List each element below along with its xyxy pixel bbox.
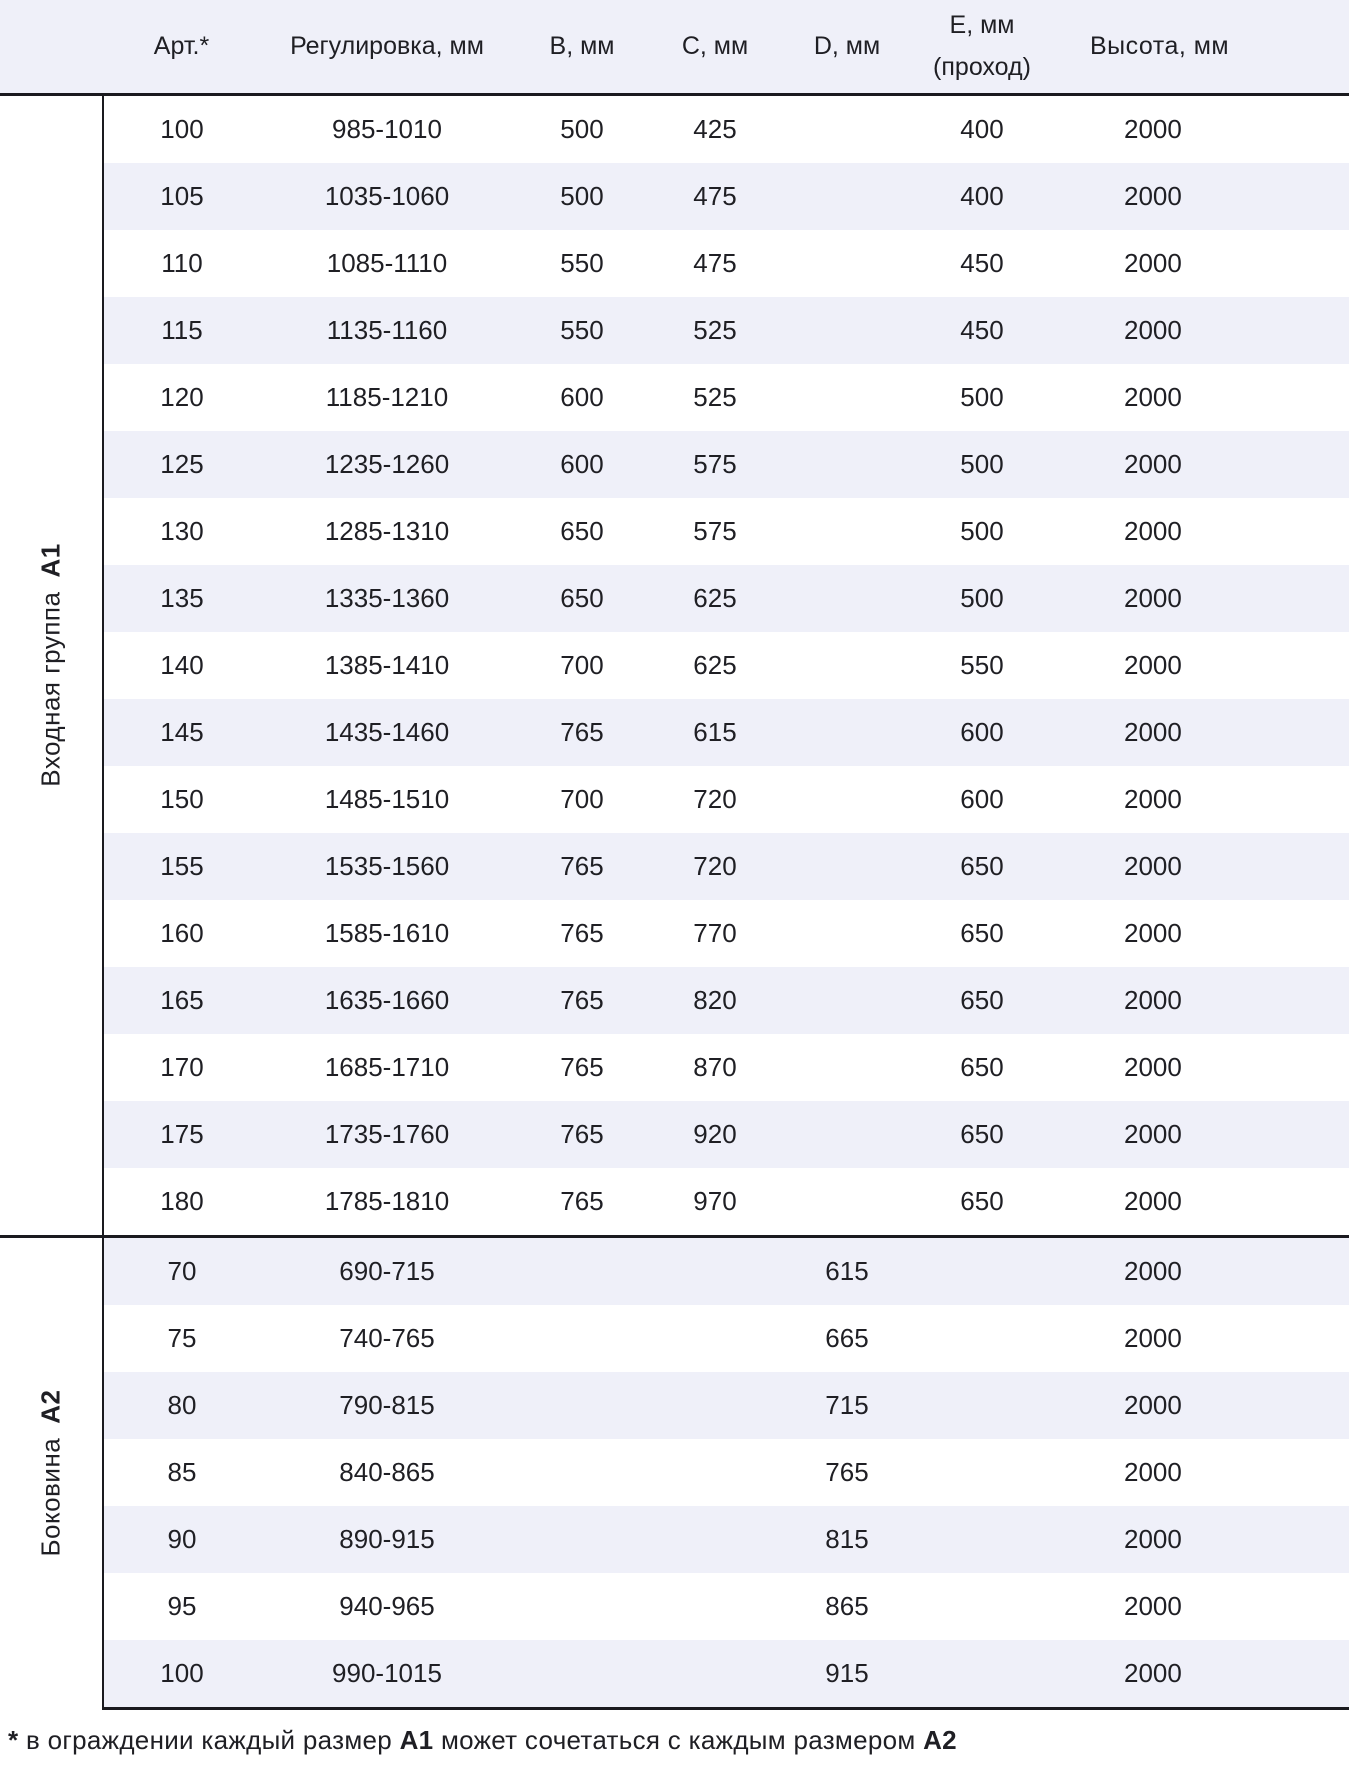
cell-c [650,1236,780,1305]
cell-e [914,1305,1050,1372]
cell-e: 600 [914,699,1050,766]
table-row [0,1506,1349,1573]
table-row [0,364,1349,431]
cell-regulation: 1335-1360 [260,565,514,632]
cell-c: 475 [650,230,780,297]
cell-b: 765 [514,900,650,967]
cell-art: 170 [103,1034,260,1101]
cell-regulation: 1585-1610 [260,900,514,967]
cell-b [514,1439,650,1506]
cell-height: 2000 [1050,565,1349,632]
cell-regulation: 1185-1210 [260,364,514,431]
cell-d [780,230,914,297]
cell-b: 700 [514,766,650,833]
cell-height: 2000 [1050,94,1349,163]
cell-e: 450 [914,230,1050,297]
cell-e [914,1640,1050,1709]
cell-d [780,699,914,766]
cell-d: 615 [780,1236,914,1305]
cell-e: 650 [914,967,1050,1034]
cell-d [780,1168,914,1237]
cell-b: 700 [514,632,650,699]
cell-e [914,1573,1050,1640]
table-row [0,1439,1349,1506]
header-e-line1: E, мм [949,11,1015,40]
cell-regulation: 940-965 [260,1573,514,1640]
table-row [0,1236,1349,1305]
cell-d [780,498,914,565]
cell-c [650,1506,780,1573]
cell-height: 2000 [1050,1573,1349,1640]
cell-c [650,1305,780,1372]
footnote [8,1725,957,1756]
header-c: C, мм [650,0,780,94]
header-height: Высота, мм [1050,0,1349,94]
cell-c: 475 [650,163,780,230]
cell-e: 650 [914,833,1050,900]
cell-b: 765 [514,1101,650,1168]
cell-height: 2000 [1050,230,1349,297]
group-a1-label-cell [0,94,103,1236]
cell-d: 665 [780,1305,914,1372]
footnote-code-a2: А2 [923,1725,957,1755]
cell-d [780,1101,914,1168]
header-b: B, мм [514,0,650,94]
group-a1-label [36,543,67,786]
footnote-code-a1: А1 [399,1725,434,1755]
cell-art: 125 [103,431,260,498]
cell-regulation: 740-765 [260,1305,514,1372]
cell-regulation: 840-865 [260,1439,514,1506]
table-row [0,699,1349,766]
cell-c: 615 [650,699,780,766]
cell-c [650,1372,780,1439]
cell-e: 450 [914,297,1050,364]
cell-b: 765 [514,833,650,900]
cell-regulation: 1285-1310 [260,498,514,565]
cell-c: 720 [650,833,780,900]
cell-art: 110 [103,230,260,297]
cell-height: 2000 [1050,1372,1349,1439]
cell-b: 765 [514,1034,650,1101]
cell-regulation: 1685-1710 [260,1034,514,1101]
header-art: Арт.* [103,0,260,94]
group-a2-label [36,1389,67,1556]
header-row [0,0,1349,94]
cell-c: 870 [650,1034,780,1101]
table-row [0,1573,1349,1640]
table-row [0,632,1349,699]
table-row [0,94,1349,163]
table-row [0,833,1349,900]
cell-art: 100 [103,1640,260,1709]
cell-height: 2000 [1050,431,1349,498]
cell-art: 145 [103,699,260,766]
cell-d [780,900,914,967]
header-group [0,0,103,94]
cell-b: 550 [514,297,650,364]
cell-c: 625 [650,632,780,699]
cell-e: 400 [914,94,1050,163]
cell-c: 525 [650,297,780,364]
cell-b [514,1305,650,1372]
cell-c: 575 [650,431,780,498]
cell-height: 2000 [1050,1034,1349,1101]
cell-art: 150 [103,766,260,833]
cell-height: 2000 [1050,632,1349,699]
cell-height: 2000 [1050,498,1349,565]
cell-d [780,431,914,498]
cell-regulation: 985-1010 [260,94,514,163]
group-a1-body [0,94,1349,1236]
cell-e: 500 [914,565,1050,632]
cell-b: 500 [514,163,650,230]
cell-d [780,632,914,699]
cell-art: 135 [103,565,260,632]
table-row [0,163,1349,230]
cell-d [780,833,914,900]
cell-e [914,1439,1050,1506]
cell-c: 920 [650,1101,780,1168]
cell-height: 2000 [1050,1640,1349,1709]
cell-height: 2000 [1050,364,1349,431]
cell-e: 650 [914,1034,1050,1101]
cell-regulation: 1535-1560 [260,833,514,900]
cell-art: 155 [103,833,260,900]
cell-regulation: 1435-1460 [260,699,514,766]
cell-c: 720 [650,766,780,833]
cell-regulation: 1735-1760 [260,1101,514,1168]
footnote-text-2: может сочетаться с каждым размером [433,1725,924,1755]
cell-height: 2000 [1050,1101,1349,1168]
cell-regulation: 690-715 [260,1236,514,1305]
cell-regulation: 1085-1110 [260,230,514,297]
cell-art: 75 [103,1305,260,1372]
cell-regulation: 1785-1810 [260,1168,514,1237]
cell-height: 2000 [1050,1168,1349,1237]
cell-d [780,297,914,364]
cell-height: 2000 [1050,967,1349,1034]
cell-height: 2000 [1050,766,1349,833]
cell-b: 500 [514,94,650,163]
cell-b: 600 [514,364,650,431]
footnote-text-1: в ограждении каждый размер [18,1725,400,1755]
group-label-code: А1 [35,543,66,578]
table-row [0,766,1349,833]
table-row [0,900,1349,967]
cell-art: 95 [103,1573,260,1640]
cell-c: 770 [650,900,780,967]
table-row [0,565,1349,632]
group-label-code: А2 [35,1389,66,1424]
cell-art: 180 [103,1168,260,1237]
cell-e: 650 [914,1101,1050,1168]
cell-regulation: 1485-1510 [260,766,514,833]
cell-d: 915 [780,1640,914,1709]
cell-c: 525 [650,364,780,431]
table-row [0,1034,1349,1101]
cell-regulation: 1635-1660 [260,967,514,1034]
cell-d [780,967,914,1034]
cell-e: 550 [914,632,1050,699]
cell-d [780,1034,914,1101]
cell-c [650,1439,780,1506]
cell-art: 165 [103,967,260,1034]
cell-art: 70 [103,1236,260,1305]
cell-e [914,1372,1050,1439]
cell-b: 550 [514,230,650,297]
cell-e: 500 [914,431,1050,498]
group-a2-label-cell [0,1236,103,1708]
cell-b: 600 [514,431,650,498]
table-row [0,1305,1349,1372]
cell-d [780,364,914,431]
cell-regulation: 1235-1260 [260,431,514,498]
cell-e: 500 [914,364,1050,431]
table-row [0,967,1349,1034]
cell-b: 765 [514,699,650,766]
cell-height: 2000 [1050,1236,1349,1305]
cell-d [780,565,914,632]
cell-height: 2000 [1050,900,1349,967]
cell-art: 120 [103,364,260,431]
cell-art: 100 [103,94,260,163]
cell-b: 765 [514,1168,650,1237]
cell-c [650,1640,780,1709]
cell-b: 650 [514,565,650,632]
header-d: D, мм [780,0,914,94]
group-label-text: Входная группа [35,591,66,787]
header-regulation: Регулировка, мм [260,0,514,94]
cell-art: 115 [103,297,260,364]
cell-b [514,1506,650,1573]
cell-art: 175 [103,1101,260,1168]
cell-e: 650 [914,1168,1050,1237]
cell-regulation: 890-915 [260,1506,514,1573]
cell-e: 650 [914,900,1050,967]
cell-d [780,766,914,833]
table-row [0,498,1349,565]
cell-c: 820 [650,967,780,1034]
table-row [0,431,1349,498]
group-label-text: Боковина [35,1437,66,1557]
cell-art: 160 [103,900,260,967]
cell-regulation: 990-1015 [260,1640,514,1709]
cell-e: 400 [914,163,1050,230]
footnote-mark: * [8,1725,19,1755]
cell-height: 2000 [1050,1305,1349,1372]
cell-art: 85 [103,1439,260,1506]
cell-e: 600 [914,766,1050,833]
header-e [914,0,1050,94]
cell-d: 815 [780,1506,914,1573]
cell-height: 2000 [1050,1506,1349,1573]
cell-height: 2000 [1050,1439,1349,1506]
cell-b [514,1236,650,1305]
cell-b: 650 [514,498,650,565]
cell-d: 715 [780,1372,914,1439]
cell-c: 575 [650,498,780,565]
table-row [0,230,1349,297]
cell-d: 765 [780,1439,914,1506]
cell-d [780,94,914,163]
cell-height: 2000 [1050,833,1349,900]
table-row [0,1101,1349,1168]
cell-b [514,1640,650,1709]
cell-d: 865 [780,1573,914,1640]
cell-c: 625 [650,565,780,632]
cell-c: 425 [650,94,780,163]
cell-regulation: 1385-1410 [260,632,514,699]
table-row [0,1168,1349,1237]
group-a2-body [0,1236,1349,1708]
cell-b [514,1573,650,1640]
cell-art: 130 [103,498,260,565]
cell-height: 2000 [1050,699,1349,766]
cell-art: 140 [103,632,260,699]
table-row [0,1640,1349,1709]
cell-e: 500 [914,498,1050,565]
cell-art: 90 [103,1506,260,1573]
cell-height: 2000 [1050,163,1349,230]
header-e-line2: (проход) [933,53,1031,82]
cell-regulation: 1035-1060 [260,163,514,230]
cell-regulation: 1135-1160 [260,297,514,364]
cell-regulation: 790-815 [260,1372,514,1439]
cell-height: 2000 [1050,297,1349,364]
table-row [0,1372,1349,1439]
cell-c [650,1573,780,1640]
table-header [0,0,1349,94]
cell-e [914,1506,1050,1573]
cell-d [780,163,914,230]
table-row [0,297,1349,364]
cell-c: 970 [650,1168,780,1237]
cell-b: 765 [514,967,650,1034]
cell-b [514,1372,650,1439]
cell-e [914,1236,1050,1305]
cell-art: 105 [103,163,260,230]
cell-art: 80 [103,1372,260,1439]
